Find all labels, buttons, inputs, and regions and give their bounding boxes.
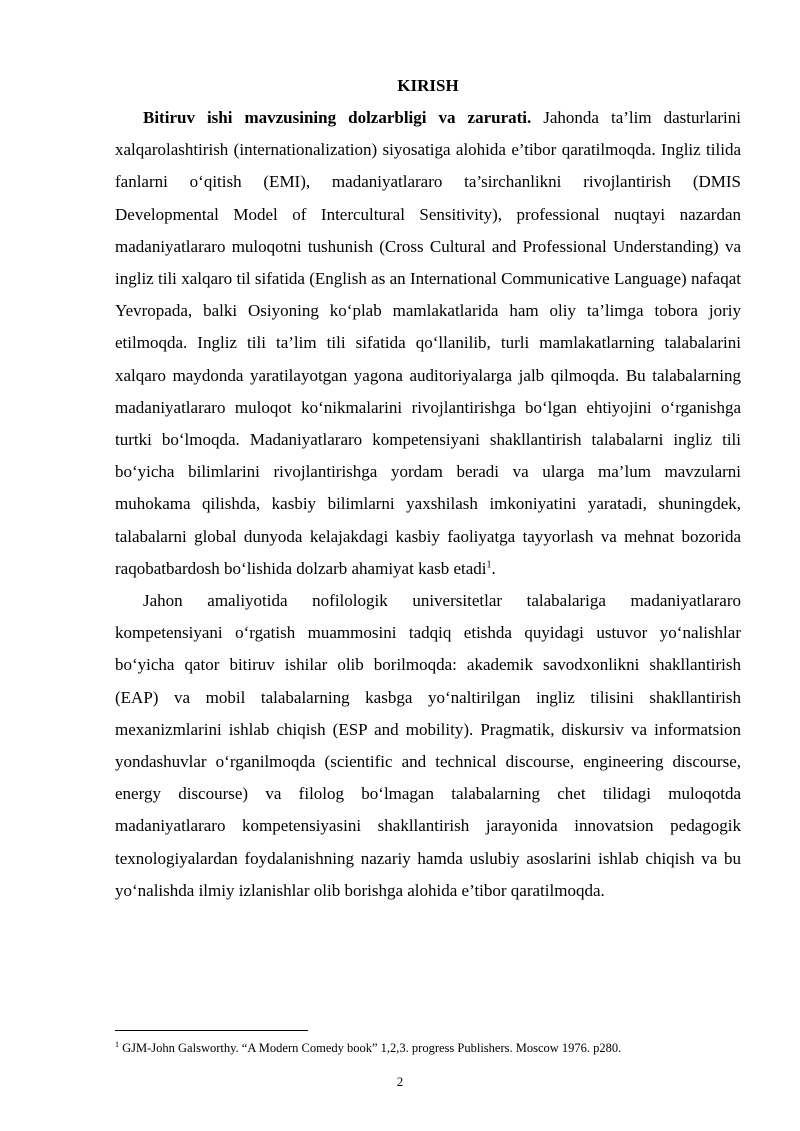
footnote-reference[interactable]: 1: [486, 559, 492, 571]
paragraph-lead: Bitiruv ishi mavzusining dolzarbligi va zarurati.: [143, 108, 532, 127]
paragraph-end: .: [491, 558, 496, 578]
footnote-marker: 1: [115, 1039, 119, 1049]
section-heading: KIRISH: [397, 76, 459, 95]
paragraph-body: Jahonda ta’lim dasturlarini xalqarolashtirish (internationalization) siyosatiga alohida e’tibor qaratilmoqda. Ingliz tilida fanlarni o‘qitish (EMI), madaniyatlararo ta’sirchanlikni rivojlantirish (DMIS Developmental Model of Intercultural Sensitivity), professional nuqtayi nazardan madaniyatlararo muloqotni tushunish (Cross Cultural and Professional Understanding) va ingliz tili xalqaro til sifatida (English as an International Communicative Language) nafaqat Yevropada, balki Osiyoning ko‘plab mamlakatlarida ham oliy ta’limga tobora joriy etilmoqda. Ingliz tili ta’lim tili sifatida qo‘llanilib, turli mamlakatlarning talabalarini xalqaro maydonda yaratilayotgan yagona auditoriyalarga jalb qilmoqda. Bu talabalarning madaniyatlararo muloqot ko‘nikmalarini rivojlantirishga bo‘lgan ehtiyojini o‘rganishga turtki bo‘lmoqda. Madaniyatlararo kompetensiyani shakllantirish talabalarni ingliz tili bo‘yicha bilimlarini rivojlantirishga yordam beradi va ularga ma’lum mavzularni muhokama qilishda, kasbiy bilimlarni yaxshilash imkoniyatini yaratadi, shuningdek, talabalarni global dunyoda kelajakdagi kasbiy faoliyatga tayyorlash va mehnat bozorida raqobatbardosh bo‘lishida dolzarb ahamiyat kasb etadi: [115, 108, 741, 578]
paragraph-world-practice: Jahon amaliyotida nofilologik universitetlar talabalariga madaniyatlararo kompetensiyani o‘rgatish muammosini tadqiq etishda quyidagi ustuvor yo‘nalishlar bo‘yicha qator bitiruv ishilar olib borilmoqda: akademik savodxonlikni shakllantirish (EAP) va mobil talabalarning kasbga yo‘naltirilgan ingliz tilisini shakllantirish mexanizmlarini ishlab chiqish (ESP and mobility). Pragmatik, diskursiv va informatsion yondashuvlar o‘rganilmoqda (scientific and technical discourse, engineering discourse, energy discourse) va filolog bo‘lmagan talabalarning chet tilidagi muloqotda madaniyatlararo kompetensiyasini shakllantirish jarayonida innovatsion pedagogik texnologiyalardan foydalanishning nazariy hamda uslubiy asoslarini ishlab chiqish va bu yo‘nalishda ilmiy izlanishlar olib borishga alohida e’tibor qaratilmoqda.: [115, 591, 741, 900]
page-number: 2: [396, 1074, 404, 1089]
document-page: [115, 72, 741, 907]
footnote-divider: [115, 1030, 308, 1031]
footnote-text: GJM-John Galsworthy. “A Modern Comedy book” 1,2,3. progress Publishers. Moscow 1976. p280.: [119, 1041, 622, 1055]
footnote: [115, 1040, 741, 1056]
paragraph-relevance: [115, 102, 741, 585]
